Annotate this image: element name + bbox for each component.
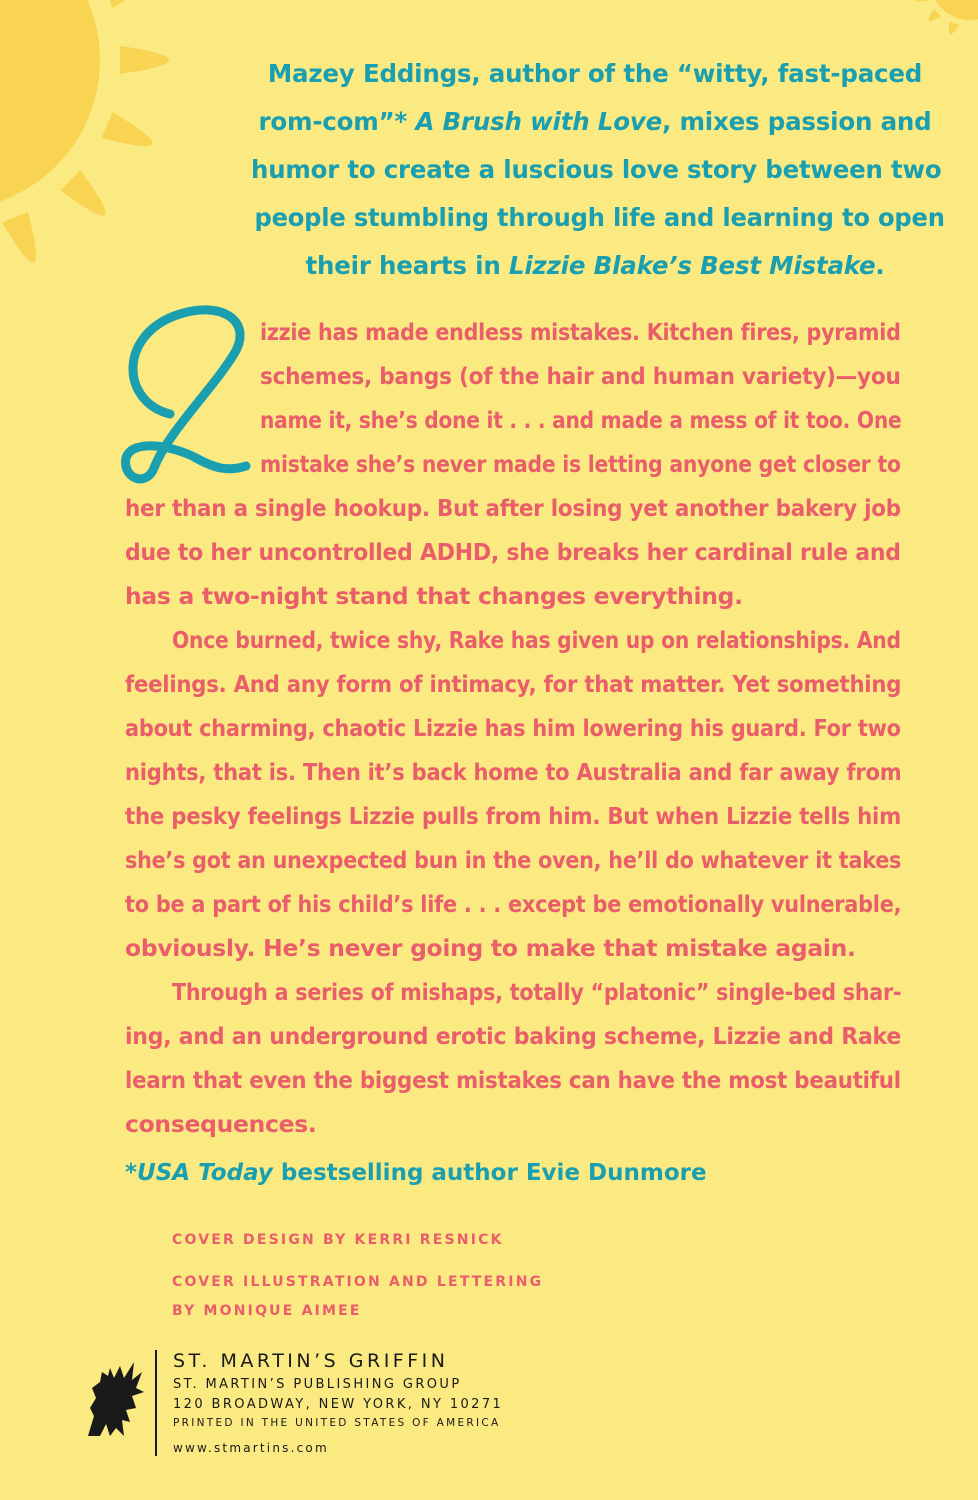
book-title-a-brush-with-love: A Brush with Love [415, 107, 663, 136]
cover-illustration-credit-2: BY MONIQUE AIMEE [172, 1303, 362, 1319]
body-line: learn that even the biggest mistakes can have the most beautiful [125, 1066, 901, 1094]
blurb-line: humor to create a luscious love story between two [251, 155, 942, 184]
blurb-line: their hearts in Lizzie Blake’s Best Mistake. [305, 251, 885, 280]
blurb [250, 50, 945, 290]
book-title-lizzie-blake: Lizzie Blake’s Best Mistake [508, 251, 876, 280]
cover-design-credit: COVER DESIGN BY KERRI RESNICK [172, 1232, 504, 1248]
blurb-line: rom-com”* A Brush with Love, mixes passion and [258, 107, 932, 136]
body-line: mistake she’s never made is letting anyone get closer to [260, 450, 901, 478]
body-line: her than a single hookup. But after losing yet another bakery job [125, 494, 901, 522]
publisher-name: ST. MARTIN’S GRIFFIN [173, 1350, 449, 1372]
dropcap-script-l [104, 282, 254, 492]
blurb-line: Mazey Eddings, author of the “witty, fast-paced [267, 59, 923, 88]
publisher-group: ST. MARTIN’S PUBLISHING GROUP [173, 1377, 462, 1392]
cover-illustration-credit: COVER ILLUSTRATION AND LETTERING [172, 1274, 544, 1290]
body-line: the pesky feelings Lizzie pulls from him. But when Lizzie tells him [125, 802, 902, 830]
body-line: Through a series of mishaps, totally “platonic” single-bed shar- [172, 978, 902, 1006]
body-line: consequences. [125, 1110, 317, 1138]
publisher-address: 120 BROADWAY, NEW YORK, NY 10271 [173, 1397, 504, 1412]
body-line: obviously. He’s never going to make that mistake again. [125, 934, 856, 962]
griffin-logo-icon [80, 1358, 146, 1438]
attribution: *USA Today bestselling author Evie Dunmore [125, 1160, 707, 1186]
publisher-url[interactable]: www.stmartins.com [173, 1441, 329, 1455]
sun-illustration-corner [900, 0, 978, 50]
body-line: Once burned, twice shy, Rake has given up on relationships. And [172, 626, 901, 654]
body-line: feelings. And any form of intimacy, for that matter. Yet something [125, 670, 902, 698]
body-line: ing, and an underground erotic baking scheme, Lizzie and Rake [125, 1022, 902, 1050]
body-line: to be a part of his child’s life . . . except be emotionally vulnerable, [125, 890, 902, 918]
body-line: schemes, bangs (of the hair and human variety)—you [260, 362, 901, 390]
publisher-divider [155, 1350, 157, 1456]
body-line: izzie has made endless mistakes. Kitchen fires, pyramid [260, 318, 901, 346]
printed-in: PRINTED IN THE UNITED STATES OF AMERICA [173, 1417, 501, 1429]
blurb-line: people stumbling through life and learning to open [254, 203, 945, 232]
body-line: she’s got an unexpected bun in the oven, he’ll do whatever it takes [125, 846, 902, 874]
body-line: due to her uncontrolled ADHD, she breaks her cardinal rule and [125, 538, 901, 566]
body-line: about charming, chaotic Lizzie has him lowering his guard. For two [125, 714, 901, 742]
body-line: has a two-night stand that changes everything. [125, 582, 743, 610]
body-line: name it, she’s done it . . . and made a mess of it too. One [260, 406, 902, 434]
body-line: nights, that is. Then it’s back home to Australia and far away from [125, 758, 902, 786]
